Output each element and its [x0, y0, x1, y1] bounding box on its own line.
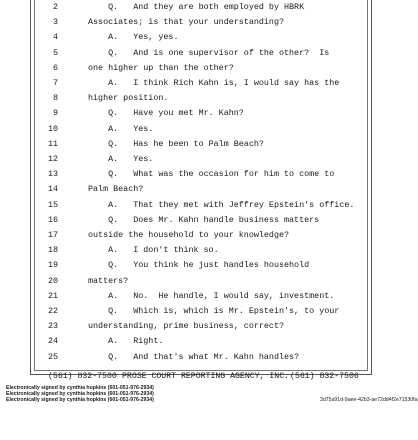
line-text: understanding, prime business, correct? [88, 321, 285, 332]
line-number: 25 [47, 351, 58, 362]
line-text: A. Yes. [88, 154, 154, 164]
line-text: Q. You think he just handles household [88, 260, 310, 271]
line-number: 22 [47, 306, 58, 316]
line-text: A. Right. [88, 336, 164, 347]
line-number: 5 [52, 47, 58, 58]
transcript-line [0, 334, 400, 348]
line-number: 13 [47, 169, 58, 180]
line-number: 3 [52, 17, 58, 28]
page-footer [0, 370, 400, 384]
line-number: 14 [47, 184, 58, 195]
transcript-line [0, 182, 400, 196]
line-text: A. Yes, yes. [88, 32, 179, 43]
transcript-line [0, 228, 400, 242]
line-number: 19 [47, 260, 58, 271]
line-number: 4 [52, 32, 58, 43]
transcript-line [0, 15, 400, 29]
transcript-line [0, 0, 400, 14]
line-text: higher position. [88, 93, 169, 104]
line-number: 11 [47, 138, 58, 149]
line-text: Q. Has he been to Palm Beach? [88, 138, 264, 149]
transcript-line [0, 91, 400, 105]
line-number: 21 [47, 290, 58, 301]
line-text: A. Yes. [88, 123, 154, 134]
line-text: Q. And that's what Mr. Kahn handles? [88, 351, 300, 362]
line-text: A. No. He handle, I would say, investment. [88, 290, 335, 301]
transcript-line [0, 46, 400, 60]
line-text: A. That they met with Jeffrey Epstein's office. [88, 199, 355, 210]
line-number: 10 [47, 123, 58, 134]
line-number: 9 [52, 108, 58, 119]
line-text: Q. And they are both employed by HBRK [88, 2, 305, 12]
line-number: 23 [47, 321, 58, 332]
footer-agency: PROSE COURT REPORTING AGENCY, INC. [122, 372, 290, 381]
line-text: outside the household to your knowledge? [88, 230, 290, 240]
line-number: 16 [47, 214, 58, 225]
line-number: 17 [47, 230, 58, 240]
line-number: 18 [47, 245, 58, 256]
footer-phone-left: (561) 832-7500 [48, 372, 117, 381]
esignature-line-3: Electronically signed by cynthia hopkins (601-051-976-2934) [6, 397, 154, 403]
transcript-line [0, 289, 400, 303]
line-text: A. I think Rich Kahn is, I would say has the [88, 78, 340, 88]
line-number: 12 [47, 154, 58, 164]
line-text: Q. Which is, which is Mr. Epstein's, to your [88, 306, 340, 316]
transcript-line [0, 152, 400, 166]
line-text: Q. What was the occasion for him to come to [88, 169, 335, 180]
transcript-line [0, 137, 400, 151]
transcript-line [0, 274, 400, 288]
transcript-line [0, 198, 400, 212]
line-text: Palm Beach? [88, 184, 144, 195]
line-number: 2 [52, 2, 58, 12]
line-text: Q. Does Mr. Kahn handle business matters [88, 214, 320, 225]
transcript-line [0, 304, 400, 318]
footer-phone-right: (561) 832-7506 [290, 372, 359, 381]
transcript-line [0, 213, 400, 227]
document-hash: 3d75a91d-9aee-42b3-ae72dd4f2e71530fa [320, 397, 418, 403]
transcript-line [0, 319, 400, 333]
transcript-line [0, 61, 400, 75]
line-text: matters? [88, 275, 129, 286]
line-number: 24 [47, 336, 58, 347]
esignature-line-1: Electronically signed by cynthia hopkins (601-051-976-2934) [6, 385, 154, 391]
line-number: 6 [52, 62, 58, 73]
line-text: one higher up than the other? [88, 62, 234, 73]
line-text: Q. Have you met Mr. Kahn? [88, 108, 244, 119]
transcript-line [0, 122, 400, 136]
transcript-line [0, 30, 400, 44]
line-text: Q. And is one supervisor of the other? Is [88, 47, 330, 58]
line-number: 7 [52, 78, 58, 88]
line-number: 15 [47, 199, 58, 210]
line-number: 8 [52, 93, 58, 104]
line-number: 20 [47, 275, 58, 286]
transcript-line [0, 106, 400, 120]
esignature-line-2: Electronically signed by cynthia hopkins (601-051-976-2934) [6, 391, 154, 397]
transcript-line [0, 243, 400, 257]
line-text: Associates; is that your understanding? [88, 17, 285, 28]
transcript-line [0, 258, 400, 272]
transcript-line [0, 167, 400, 181]
line-text: A. I don't think so. [88, 245, 219, 256]
transcript-line [0, 350, 400, 364]
transcript-line [0, 76, 400, 90]
